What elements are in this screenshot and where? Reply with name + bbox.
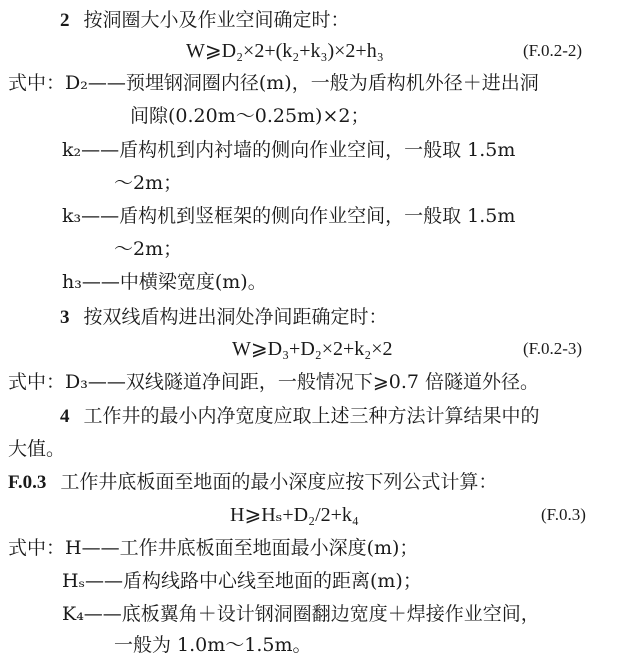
item-4: [60, 404, 540, 429]
item-3-text: 按双线盾构进出洞处净间距确定时：: [83, 306, 388, 328]
k3-definition-continued: ～2m；: [114, 238, 183, 260]
formula-f-0-2-3-tag: (F.0.2-3): [523, 339, 583, 358]
k4-definition-continued: 一般为 1.0m～1.5m。: [114, 634, 312, 656]
item-3-number: 3: [60, 307, 70, 328]
k3-definition: k₃——盾构机到竖框架的侧向作业空间，一般取 1.5m: [62, 205, 516, 227]
item-4-continued: 大值。: [8, 438, 66, 460]
h-definition: 式中：H——工作井底板面至地面最小深度(m)；: [8, 537, 419, 559]
d2-definition: 式中：D₂——预埋钢洞圈内径(m)，一般为盾构机外径＋进出洞: [8, 72, 539, 94]
hs-definition: Hₛ——盾构线路中心线至地面的距离(m)；: [62, 570, 422, 592]
item-2-text: 按洞圈大小及作业空间确定时：: [83, 9, 350, 31]
formula-f-0-3: H⩾Hₛ+D₂/2+k₄: [230, 504, 359, 526]
section-number: F.0.3: [8, 472, 47, 493]
item-4-text: 工作井的最小内净宽度应取上述三种方法计算结果中的: [83, 405, 540, 427]
k4-definition: K₄——底板翼角＋设计钢洞圈翻边宽度＋焊接作业空间，: [62, 603, 540, 625]
formula-f-0-2-2: W⩾D₂×2+(k₂+k₃)×2+h₃: [186, 40, 384, 62]
d3-definition: 式中：D₃——双线隧道净间距，一般情况下⩾0.7 倍隧道外径。: [8, 371, 540, 393]
item-4-number: 4: [60, 406, 70, 427]
section-f-0-3: [8, 470, 497, 495]
k2-definition: k₂——盾构机到内衬墙的侧向作业空间，一般取 1.5m: [62, 139, 516, 161]
formula-f-0-2-3: W⩾D₃+D₂×2+k₂×2: [232, 338, 393, 360]
formula-f-0-2-2-tag: (F.0.2-2): [523, 41, 583, 60]
formula-f-0-3-tag: (F.0.3): [541, 505, 586, 524]
item-2-number: 2: [60, 10, 70, 31]
h3-definition: h₃——中横梁宽度(m)。: [62, 271, 267, 293]
item-3: [60, 305, 388, 330]
item-2: [60, 8, 350, 33]
section-text: 工作井底板面至地面的最小深度应按下列公式计算：: [60, 471, 498, 493]
k2-definition-continued: ～2m；: [114, 172, 183, 194]
d2-definition-continued: 间隙(0.20m～0.25m)×2；: [130, 105, 370, 127]
